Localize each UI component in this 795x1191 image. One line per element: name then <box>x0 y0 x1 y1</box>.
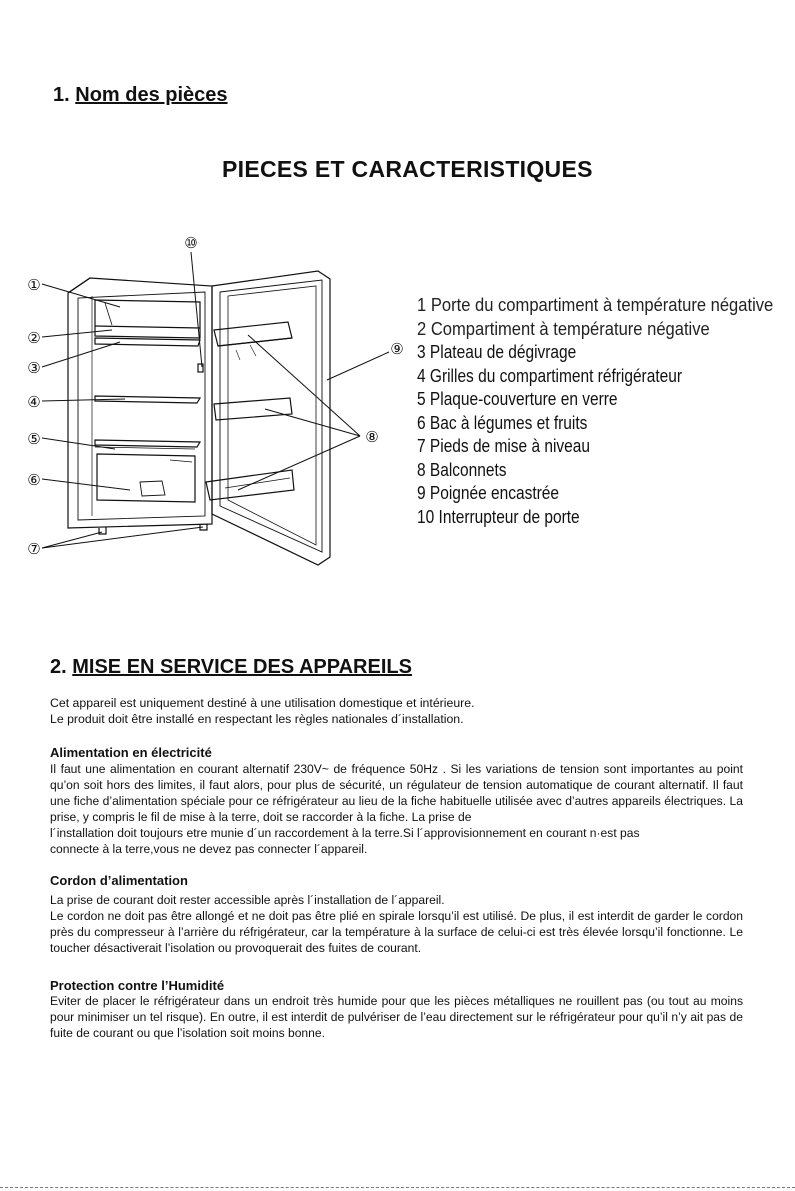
section-2-number: 2. <box>50 656 67 678</box>
section-1-number: 1. <box>53 84 70 106</box>
callout-6: ⑥ <box>27 471 41 489</box>
callout-9: ⑨ <box>390 340 404 358</box>
intro-text <box>50 696 750 727</box>
page-bottom-rule <box>0 1187 795 1188</box>
parts-list-item: 1 Porte du compartiment à température négative <box>417 295 774 315</box>
intro-line: Le produit doit être installé en respectant les règles nationales d´installation. <box>50 711 464 726</box>
callout-10: ⑩ <box>184 234 198 252</box>
parts-list-item: 6 Bac à légumes et fruits <box>417 412 588 433</box>
humidite-paragraph: Eviter de placer le réfrigérateur dans un endroit très humide pour que les pièces métalliques ne rouillent pas (ou tout au moins pour minimiser un tel risque). En outre, il est interdit de pulvériser de l’eau directement sur le réfrigérateur pour qu’il n’y ait pas de fuite de courant ou que l’isolation soit moins bonne. <box>50 994 743 1040</box>
cordon-heading: Cordon d’alimentation <box>50 873 188 888</box>
section-2-title: MISE EN SERVICE DES APPAREILS <box>72 656 412 678</box>
section-2-heading <box>50 656 412 679</box>
parts-list <box>417 294 793 529</box>
cordon-text <box>50 893 743 957</box>
parts-list-item: 8 Balconnets <box>417 459 507 480</box>
callout-7: ⑦ <box>27 540 41 558</box>
alimentation-text <box>50 762 743 857</box>
parts-list-item: 4 Grilles du compartiment réfrigérateur <box>417 365 683 386</box>
callout-1: ① <box>27 276 41 294</box>
parts-list-item: 10 Interrupteur de porte <box>417 506 580 527</box>
parts-list-item: 3 Plateau de dégivrage <box>417 342 577 362</box>
humidite-heading: Protection contre l’Humidité <box>50 978 225 993</box>
alimentation-paragraph-2: l´installation doit toujours etre munie d´un raccordement à la terre.Si l´approvisionnement en courant n·est pas <box>50 825 640 840</box>
humidite-text <box>50 994 743 1042</box>
callout-2: ② <box>27 329 41 347</box>
parts-list-item: 2 Compartiment à température négative <box>417 318 710 339</box>
parts-list-item: 7 Pieds de mise à niveau <box>417 436 590 456</box>
cordon-line-1: La prise de courant doit rester accessible après l´installation de l´appareil. <box>50 893 445 907</box>
parts-list-item: 5 Plaque-couverture en verre <box>417 389 618 409</box>
callout-8: ⑧ <box>365 428 379 446</box>
alimentation-paragraph-3: connecte à la terre,vous ne devez pas connecter l´appareil. <box>50 841 368 856</box>
intro-line: Cet appareil est uniquement destiné à une utilisation domestique et intérieure. <box>50 696 475 710</box>
fridge-diagram <box>0 228 415 573</box>
cordon-paragraph: Le cordon ne doit pas être allongé et ne doit pas être plié en spirale lorsqu’il est utilisé. De plus, il est interdit de garder le cordon près du compresseur à l’arrière du réfrigérateur, car la température à la surface de celui-ci est très élevée lorsqu’il fonctionne. Le toucher désactiverait l’isolation ou provoquerait des fuites de courant. <box>50 908 743 955</box>
callout-3: ③ <box>27 359 41 377</box>
alimentation-heading: Alimentation en électricité <box>50 745 212 760</box>
parts-list-item: 9 Poignée encastrée <box>417 483 560 503</box>
section-1-heading <box>53 84 228 107</box>
page-title: PIECES ET CARACTERISTIQUES <box>222 156 593 182</box>
callout-4: ④ <box>27 393 41 411</box>
alimentation-paragraph: Il faut une alimentation en courant alternatif 230V~ de fréquence 50Hz . Si les variations de tension sont importantes au point qu’on soit hors des limites, il faut alors, pour plus de sécurité, un régulateur de tension automatique de courant alternatif. Il faut une fiche d’alimentation spéciale pour ce réfrigérateur au lieu de la fiche habituelle utilisée avec d’autres appareils électriques. La prise, y compris le fil de mise à la terre, doit se raccorder à la fiche. La prise de <box>50 762 743 824</box>
section-1-title: Nom des pièces <box>75 84 228 106</box>
callout-5: ⑤ <box>27 430 41 448</box>
